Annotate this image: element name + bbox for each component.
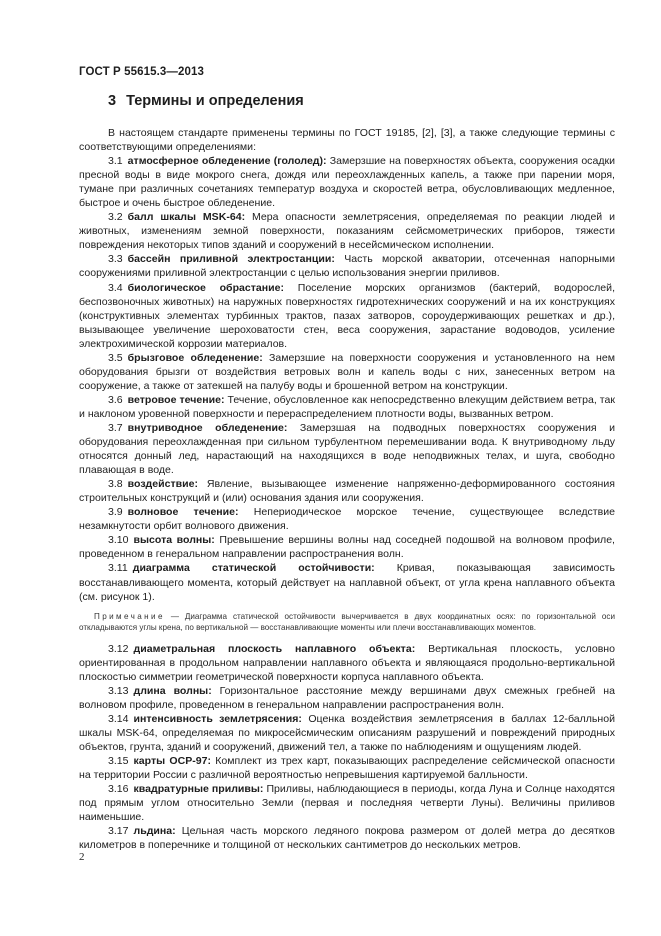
- term-entry-3-5: [79, 351, 615, 393]
- term-name: воздействие:: [127, 478, 198, 491]
- term-entry-3-16: [79, 782, 615, 824]
- term-definition: Комплект из трех карт, показывающих распределение сейсмической опасности на территории России с различной вероятностью непревышения картируемой балльности.: [79, 754, 615, 782]
- term-entry-3-8: [79, 477, 615, 505]
- term-definition: Явление, вызывающее изменение напряженно-деформированного состояния строительных конструкций и (или) основания здания или сооружения.: [79, 478, 615, 505]
- term-name: льдина:: [133, 825, 176, 838]
- term-definition: Течение, обусловленное как непосредственно влекущим действием ветра, так и наклоном уровенной поверхности и перераспределением плотности воды, вызванных ветром.: [79, 393, 615, 420]
- term-definition: Горизонтальное расстояние между вершинами двух смежных гребней на волновом профиле, проведенном в генеральном направлении распространения волн.: [79, 684, 615, 711]
- term-entry-3-6: [79, 393, 615, 421]
- term-entry-3-7: [79, 421, 615, 477]
- term-name: длина волны:: [133, 684, 212, 697]
- term-number: 3.14: [108, 712, 129, 725]
- term-definition: Замерзшие на поверхности сооружения и установленного на нем оборудования брызги от воздействия ветровых волн и капель воды с них, занесенных ветром на сооружение, а также от затекшей на палубу воды и брошенной ветром на конструкции.: [79, 351, 615, 392]
- term-name: ветровое течение:: [127, 393, 225, 406]
- term-definition: Цельная часть морского ледяного покрова размером от долей метра до десятков километров в поперечнике и толщиной от нескольких сантиметров до нескольких метров.: [79, 825, 615, 852]
- term-number: 3.10: [108, 534, 129, 547]
- note-text: — Диаграмма статической остойчивости вычерчивается в двух координатных осях: по горизонтальной оси откладываются углы крена, по вертикальной — восстанавливающие моменты или плечи восстанавливающих моментов.: [79, 611, 615, 632]
- term-name: биологическое обрастание:: [127, 281, 285, 294]
- document-header: ГОСТ Р 55615.3—2013: [79, 66, 204, 78]
- term-name: квадратурные приливы:: [133, 783, 264, 796]
- term-number: 3.5: [108, 351, 123, 364]
- intro-paragraph: В настоящем стандарте применены термины по ГОСТ 19185, [2], [3], а также следующие термины с соответствующими определениями:: [79, 127, 615, 154]
- term-name: высота волны:: [133, 534, 215, 547]
- section-title: [108, 93, 304, 109]
- term-name: волновое течение:: [127, 506, 239, 519]
- note-label: Примечание: [94, 611, 165, 621]
- term-entry-3-3: [79, 252, 615, 280]
- term-definition: Замерзшие на поверхностях объекта, сооружения осадки пресной воды в виде мокрого снега, дождя или переохлажденных капель, а также при парении моря, тумане при различных сочетаниях температур воздуха и скоростей ветра, обусловливающих медленное, быстрое и очень быстрое обледенение.: [79, 155, 615, 210]
- page-number: 2: [79, 851, 85, 863]
- term-entry-3-9: [79, 505, 615, 533]
- term-number: 3.13: [108, 684, 129, 697]
- term-number: 3.15: [108, 754, 129, 767]
- term-definition: Замерзшая на подводных поверхностях сооружения и оборудования переохлажденная при сильном турбулентном перемешивании вода. К внутриводному льду относятся донный лед, нарастающий на находящихся в воде неподвижных телах, и шуга, свободно плавающая в воде.: [79, 421, 616, 477]
- term-name: карты ОСР-97:: [133, 754, 212, 767]
- term-name: бассейн приливной электростанции:: [127, 253, 335, 266]
- term-name: атмосферное обледенение (гололед):: [127, 155, 327, 168]
- term-number: 3.8: [108, 478, 123, 491]
- term-number: 3.4: [108, 281, 123, 294]
- term-definition: Вертикальная плоскость, условно ориентированная в продольном направлении наплавного объекта и являющаяся продольно-вертикальной плоскостью симметрии геометрической поверхности корпуса наплавного объекта.: [79, 642, 615, 683]
- term-number: 3.6: [108, 393, 123, 406]
- term-definition: Непериодическое морское течение, существующее вследствие незамкнутости орбит волнового движения.: [79, 506, 616, 533]
- term-entry-3-2: [79, 210, 615, 252]
- term-number: 3.9: [108, 506, 123, 519]
- term-definition: Кривая, показывающая зависимость восстанавливающего момента, который действует на наплавной объект, от угла крена наплавного объекта (см. рисунок 1).: [79, 562, 615, 603]
- term-entry-3-15: [79, 754, 615, 782]
- term-definition: Часть морской акватории, отсеченная напорными сооружениями приливной электростанции с целью использования энергии приливов.: [79, 253, 615, 280]
- term-number: 3.2: [108, 211, 123, 224]
- term-definition: Поселение морских организмов (бактерий, водорослей, беспозвоночных животных) на наружных поверхностях гидротехнических сооружений и на их конструкциях (конструктивных элементах турбинных трактов, пазах затворов, сороудерживающих решетках и др.), вызывающее увеличение шероховатости стен, веса сооружения, зарастание водоводов, усиление электрохимической коррозии материалов.: [79, 281, 615, 350]
- term-definition: Приливы, наблюдающиеся в периоды, когда Луна и Солнце находятся под прямым углом относительно Земли (первая и последняя четверти Луны). Величины приливов наименьшие.: [79, 783, 616, 824]
- term-number: 3.7: [108, 421, 123, 434]
- term-number: 3.11: [108, 562, 128, 575]
- term-name: диаметральная плоскость наплавного объекта:: [133, 642, 416, 655]
- note-paragraph: [79, 611, 615, 633]
- term-number: 3.3: [108, 253, 123, 266]
- term-entry-3-17: [79, 824, 615, 852]
- term-definition: Мера опасности землетрясения, определяемая по реакции людей и животных, изменениям земной поверхности, показаниям сейсмометрических приборов, тяжести повреждения некоторых типов зданий и сооружений в несейсмическом исполнении.: [79, 211, 615, 252]
- term-name: диаграмма статической остойчивости:: [132, 562, 375, 575]
- term-number: 3.1: [108, 155, 123, 168]
- section-content: [79, 126, 615, 852]
- section-title-text: Термины и определения: [126, 93, 304, 109]
- section-number: 3: [108, 93, 117, 109]
- term-name: интенсивность землетрясения:: [133, 712, 302, 725]
- term-number: 3.17: [108, 825, 129, 838]
- term-entry-3-12: [79, 642, 615, 684]
- term-entry-3-4: [79, 281, 615, 351]
- term-entry-3-13: [79, 684, 615, 712]
- term-entry-3-1: [79, 154, 615, 210]
- term-number: 3.16: [108, 783, 129, 796]
- term-definition: Оценка воздействия землетрясения в баллах 12-балльной шкалы MSK-64, определяемая по микросейсмическим описаниям разрушений и повреждений природных объектов, грунта, зданий и сооружений, движений тел, а также по наблюдениям и ощущениям людей.: [79, 712, 615, 753]
- term-definition: Превышение вершины волны над соседней подошвой на волновом профиле, проведенном в генеральном направлении распространения волн.: [79, 534, 615, 561]
- term-entry-3-14: [79, 712, 615, 754]
- term-number: 3.12: [108, 642, 129, 655]
- term-entry-3-10: [79, 533, 615, 561]
- term-entry-3-11: [79, 561, 615, 603]
- term-name: брызговое обледенение:: [127, 351, 263, 364]
- term-name: внутриводное обледенение:: [127, 421, 288, 434]
- term-name: балл шкалы MSK-64:: [127, 211, 246, 224]
